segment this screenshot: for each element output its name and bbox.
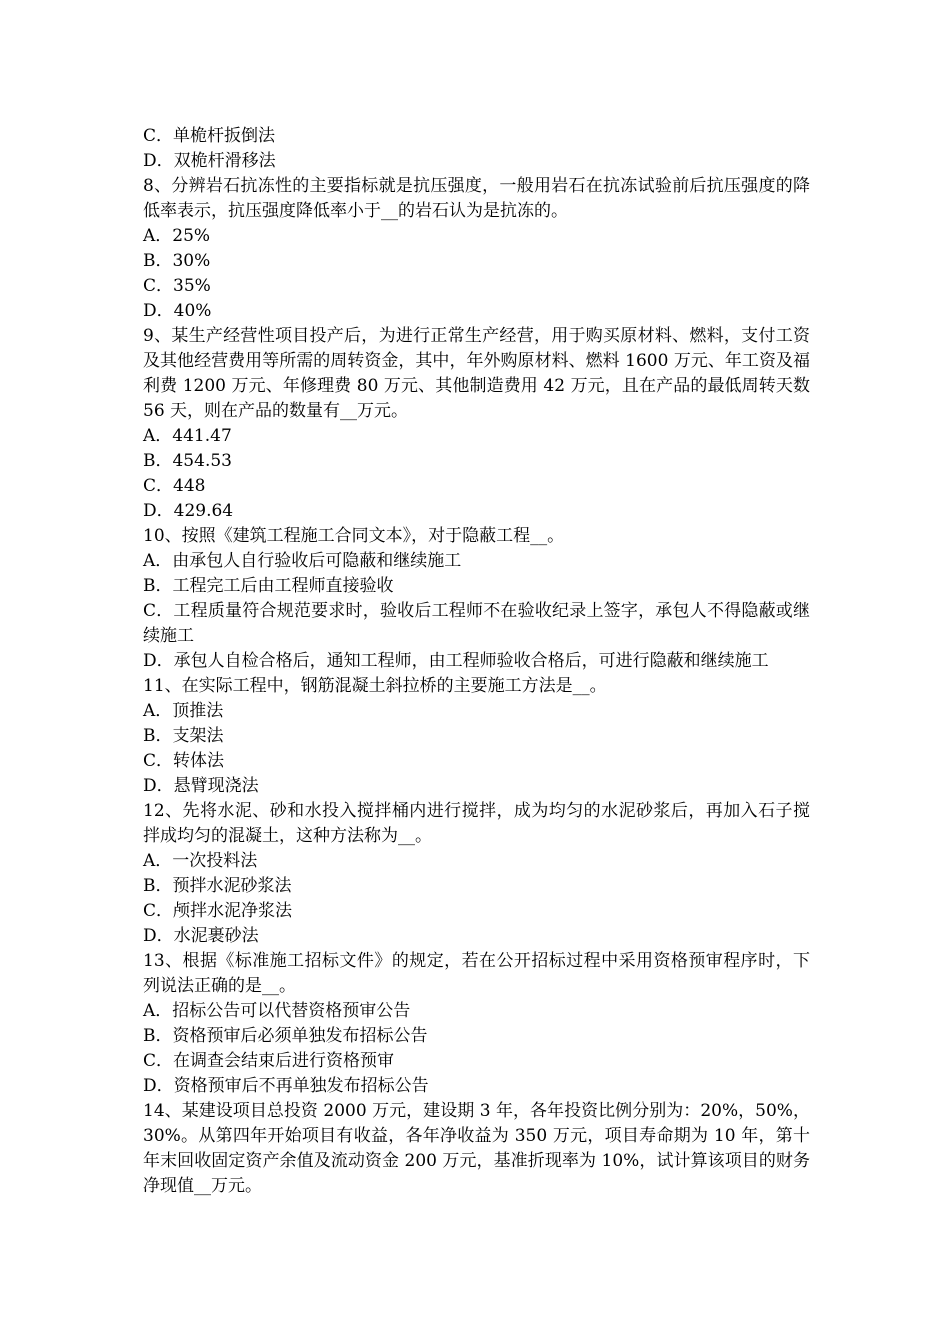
q11-option-c: C．转体法 [143,751,225,771]
q10-option-c: C．工程质量符合规范要求时，验收后工程师不在验收纪录上签字，承包人不得隐蔽或继续施工 [143,601,810,646]
q12-option-a: A．一次投料法 [143,851,258,871]
q10-option-a: A．由承包人自行验收后可隐蔽和继续施工 [143,551,462,571]
q10-option-d: D．承包人自检合格后，通知工程师，由工程师验收合格后，可进行隐蔽和继续施工 [143,651,769,671]
q9-option-c: C．448 [143,476,206,496]
q10-option-b: B．工程完工后由工程师直接验收 [143,576,394,596]
q8-option-a: A．25% [143,226,211,246]
q7-option-d: D．双桅杆滑移法 [143,151,276,171]
q13-stem: 13、根据《标准施工招标文件》的规定，若在公开招标过程中采用资格预审程序时，下列说法正确的是__。 [143,951,810,996]
q9-option-d: D．429.64 [143,501,234,521]
q13-option-b: B．资格预审后必须单独发布招标公告 [143,1026,428,1046]
q13-option-a: A．招标公告可以代替资格预审公告 [143,1001,411,1021]
q9-option-a: A．441.47 [143,426,232,446]
q8-option-d: D．40% [143,301,212,321]
q12-option-b: B．预拌水泥砂浆法 [143,876,292,896]
q12-stem: 12、先将水泥、砂和水投入搅拌桶内进行搅拌，成为均匀的水泥砂浆后，再加入石子搅拌成均匀的混凝土，这种方法称为__。 [143,801,810,846]
q10-stem: 10、按照《建筑工程施工合同文本》，对于隐蔽工程__。 [143,526,565,546]
q7-option-c: C．单桅杆扳倒法 [143,126,276,146]
q12-option-c: C．颅拌水泥净浆法 [143,901,293,921]
q11-option-a: A．顶推法 [143,701,224,721]
q11-option-d: D．悬臂现浇法 [143,776,259,796]
q12-option-d: D．水泥裹砂法 [143,926,259,946]
q13-option-c: C．在调查会结束后进行资格预审 [143,1051,395,1071]
q13-option-d: D．资格预审后不再单独发布招标公告 [143,1076,429,1096]
q9-option-b: B．454.53 [143,451,232,471]
q11-option-b: B．支架法 [143,726,224,746]
q8-option-c: C．35% [143,276,211,296]
q14-stem: 14、某建设项目总投资 2000 万元，建设期 3 年，各年投资比例分别为：20%，50%，30%。从第四年开始项目有收益，各年净收益为 350 万元，项目寿命期为 10 年，第十年末回收固定资产余值及流动资金 200 万元，基准折现率为 10%，试计算该项目的财务净现值__万元。 [143,1101,810,1196]
q9-stem: 9、某生产经营性项目投产后，为进行正常生产经营，用于购买原材料、燃料，支付工资及其他经营费用等所需的周转资金，其中，年外购原材料、燃料 1600 万元、年工资及福利费 1200 万元、年修理费 80 万元、其他制造费用 42 万元，且在产品的最低周转天数 56 天，则在产品的数量有__万元。 [143,326,810,421]
q11-stem: 11、在实际工程中，钢筋混凝土斜拉桥的主要施工方法是__。 [143,676,607,696]
q8-option-b: B．30% [143,251,211,271]
q8-stem: 8、分辨岩石抗冻性的主要指标就是抗压强度，一般用岩石在抗冻试验前后抗压强度的降低率表示，抗压强度降低率小于__的岩石认为是抗冻的。 [143,176,810,221]
